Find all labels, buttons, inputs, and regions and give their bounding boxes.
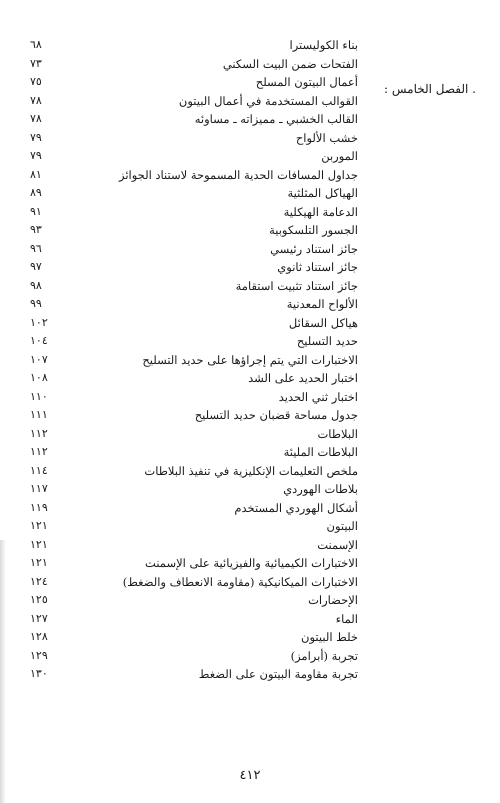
toc-entry-page: ٨١ [30,167,42,181]
toc-entry [30,55,358,74]
toc-entry-title: الدعامة الهيكلية [283,204,358,219]
toc-entry-page: ١١٩ [30,500,48,514]
toc-entry-title: جدول مساحة قضبان حديد التسليح [194,408,358,422]
toc-entry-page: ١١٠ [30,389,48,403]
toc-entry-page: ١٠٢ [30,315,48,329]
toc-entry-page: ١١١ [30,408,48,421]
toc-entry [30,110,358,129]
toc-entry-title: خشب الألواح [295,130,358,145]
toc-entry [30,36,358,55]
toc-entry-title: الموربن [321,149,358,163]
toc-entry [30,517,358,536]
toc-entry [30,591,358,610]
toc-entry [30,73,358,92]
toc-entry-page: ١٢٧ [30,611,48,625]
toc-entry-title: تجربة (أبرامز) [290,648,358,663]
toc-entry-page: ١٠٤ [30,334,48,347]
toc-entry-title: تجربة مقاومة البيتون على الضغط [198,667,358,681]
toc-entry-title: اختبار الحديد على الشد [248,371,358,385]
toc-entry-title: بلاطات الهوردي [283,482,358,496]
toc-entry-title: الجسور التلسكوبية [269,223,358,237]
toc-entry [30,184,358,203]
toc-entry-title: خلط البيتون [301,630,358,644]
toc-entry-page: ٧٩ [30,130,42,144]
toc-entry-page: ٨٩ [30,186,42,199]
toc-entry-title: الإسمنت [317,537,358,552]
toc-entry-page: ١٠٨ [30,371,48,384]
toc-entry-title: الماء [335,611,358,626]
toc-entry-page: ٧٩ [30,149,42,162]
toc-entry-title: جائز استناد رئيسي [270,241,358,256]
toc-entry-page: ٧٨ [30,112,42,125]
toc-entry [30,628,358,647]
toc-entry-page: ١٠٧ [30,352,48,366]
toc-entry-title: بناء الكوليسترا [289,38,358,52]
toc-entry-title: اختبار ثني الحديد [278,389,358,404]
toc-entry-page: ١٢١ [30,556,48,569]
toc-entry [30,554,358,573]
toc-entry [30,406,358,425]
toc-entry [30,388,358,407]
toc-entry-page: ١٢٤ [30,574,48,588]
toc-entry-title: أشكال الهوردي المستخدم [234,500,358,515]
toc-entry-page: ٩٨ [30,278,42,292]
toc-entry [30,480,358,499]
toc-entry-title: الهياكل المثلثية [287,186,358,200]
toc-entry [30,314,358,333]
toc-entry [30,665,358,684]
toc-entry-title: ملخص التعليمات الإنكليزية في تنفيذ البلاطات [144,463,358,478]
toc-entry-title: هياكل السقائل [288,315,358,330]
toc-entry [30,221,358,240]
toc-entry [30,295,358,314]
toc-entry [30,610,358,629]
toc-entry-page: ١١٧ [30,482,48,495]
toc-entry [30,147,358,166]
toc-entry-page: ١٢٨ [30,630,48,643]
toc-entry-title: جائز استناد ثانوي [277,260,358,274]
toc-entry-page: ٧٥ [30,75,42,88]
page-number: ٤١٢ [239,768,261,783]
toc-entry [30,573,358,592]
toc-entry [30,277,358,296]
toc-entry [30,462,358,481]
toc-entry-page: ١١٢ [30,445,48,458]
toc-entry [30,536,358,555]
toc-entry-page: ٧٣ [30,56,42,70]
toc-entry [30,92,358,111]
toc-entry-title: القالب الخشبي ـ مميزاته ـ مساوئه [194,112,358,126]
toc-entry [30,351,358,370]
toc-entry-page: ١١٤ [30,463,48,477]
toc-entry [30,258,358,277]
toc-entry-page: ٩٦ [30,241,42,255]
toc-entry [30,332,358,351]
toc-entry-title: الاختبارات التي يتم إجراؤها على حديد التسليح [142,352,358,367]
toc-entry-title: الفتحات ضمن البيت السكني [222,56,358,71]
toc-entry-page: ١٢١ [30,519,48,532]
toc-entry-page: ٦٨ [30,38,42,51]
toc-entry-title: البلاطات المليئة [283,445,358,459]
toc-entry [30,129,358,148]
toc-entry-page: ٩١ [30,204,42,218]
toc-entry [30,203,358,222]
toc-entry-page: ٩٣ [30,223,42,236]
toc-entry-page: ٩٧ [30,260,42,273]
toc-entry-title: حديد التسليح [296,334,358,348]
table-of-contents [30,36,358,684]
page-edge-shadow [0,540,6,803]
chapter-heading: . الفصل الخامس : [384,82,476,96]
toc-entry-page: ٩٩ [30,297,42,310]
toc-entry-title: البلاطات [317,426,358,441]
toc-entry [30,166,358,185]
toc-entry-title: الاختبارات الميكانيكية (مقاومة الانعطاف والضغط) [122,574,358,589]
toc-entry-title: أعمال البيتون المسلح [255,75,358,89]
toc-entry-page: ١٢٩ [30,648,48,662]
toc-entry-page: ١٢٥ [30,593,48,606]
toc-entry-title: جداول المسافات الحدية المسموحة لاستناد الجوائز [118,167,358,182]
toc-entry [30,443,358,462]
toc-entry-page: ١١٢ [30,426,48,440]
toc-entry-title: جائز استناد تثبيت استقامة [235,278,358,293]
toc-entry-title: الاختبارات الكيميائية والفيزيائية على الإسمنت [145,556,358,570]
toc-entry-page: ١٢١ [30,537,48,551]
toc-entry [30,240,358,259]
toc-entry-title: الألواح المعدنية [286,297,358,311]
toc-entry-page: ٧٨ [30,93,42,107]
toc-entry-page: ١٣٠ [30,667,48,680]
toc-entry-title: القوالب المستخدمة في أعمال البيتون [178,93,358,108]
toc-entry [30,499,358,518]
toc-entry-title: البيتون [326,519,358,533]
toc-entry [30,647,358,666]
toc-entry-title: الإحضارات [308,593,358,607]
toc-entry [30,369,358,388]
toc-entry [30,425,358,444]
